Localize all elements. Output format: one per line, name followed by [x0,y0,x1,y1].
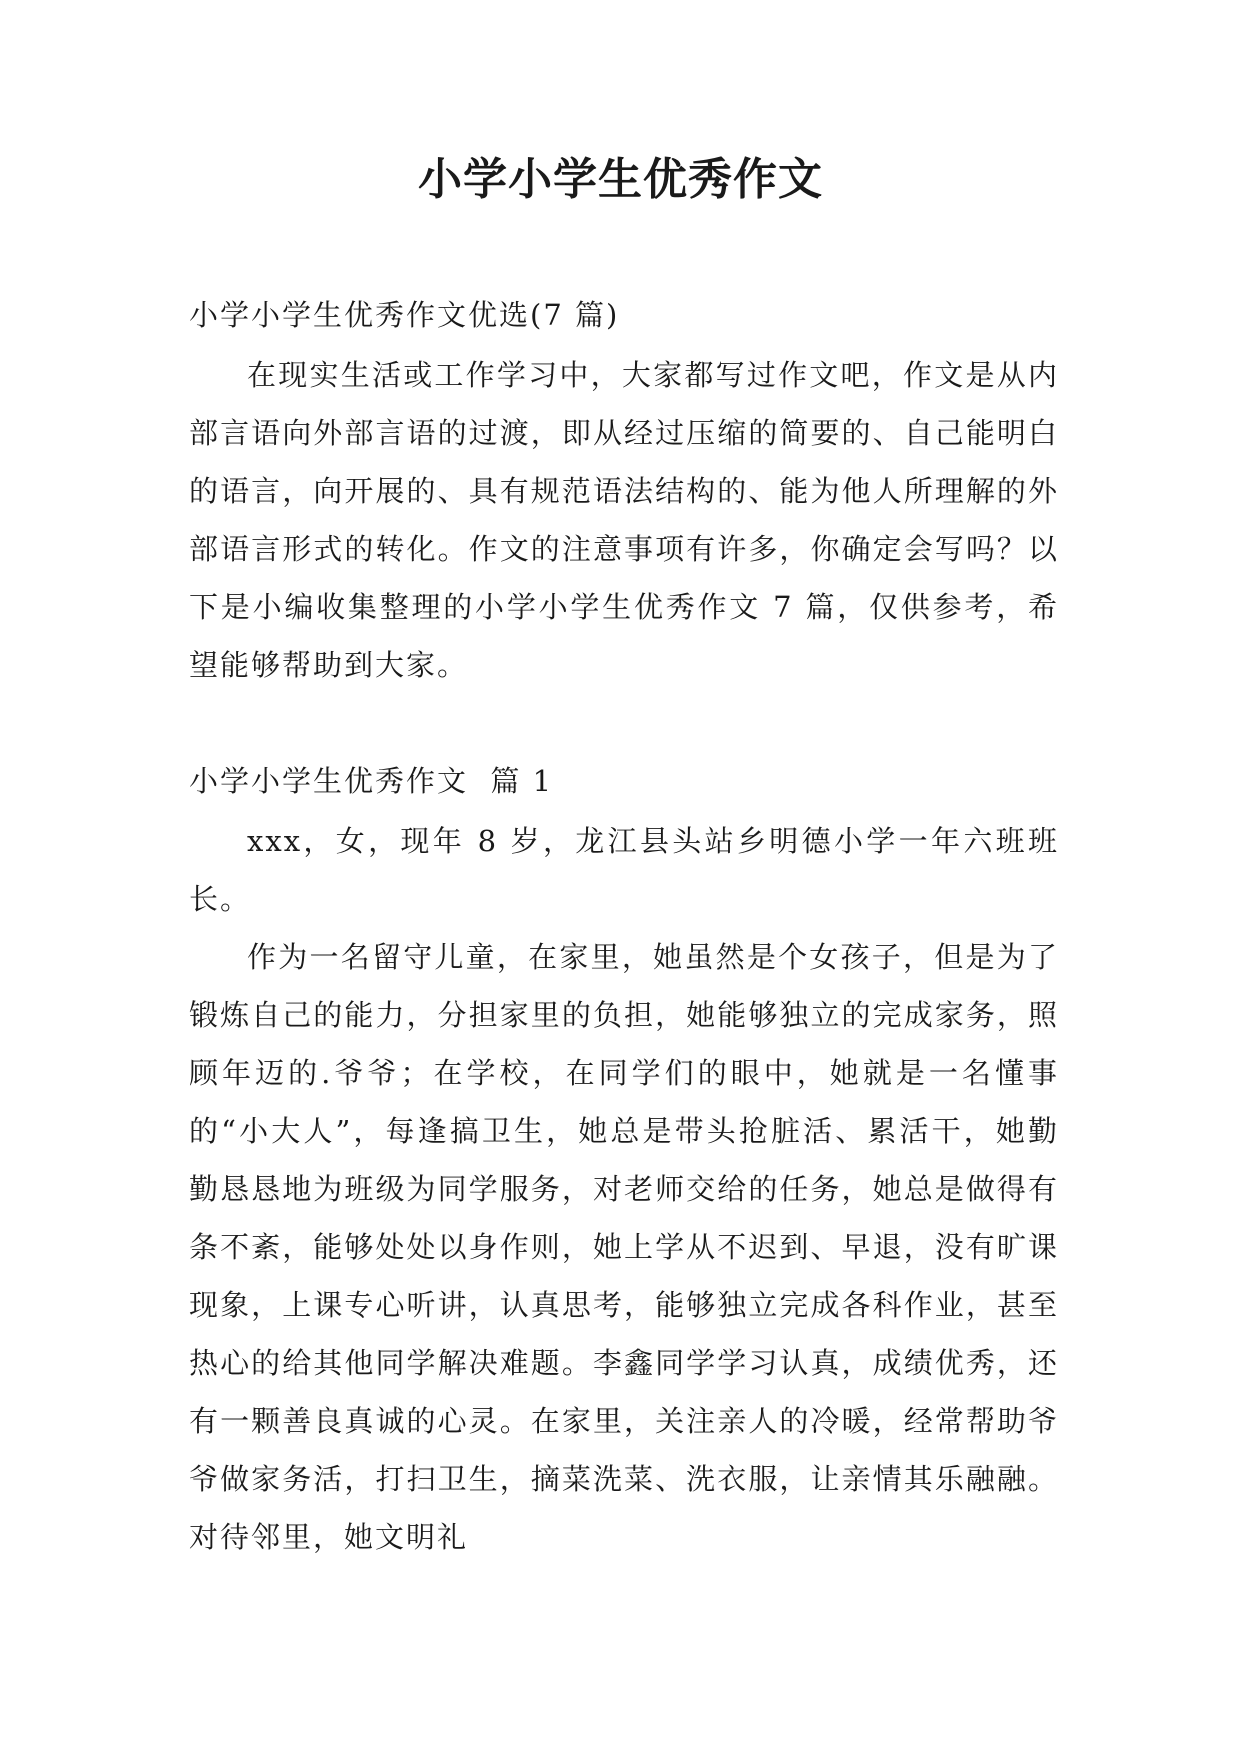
essay-block [189,812,1059,1566]
intro-block [189,346,1059,694]
essay-paragraph: 作为一名留守儿童，在家里，她虽然是个女孩子，但是为了锻炼自己的能力，分担家里的负担，她能够独立的完成家务，照顾年迈的.爷爷；在学校，在同学们的眼中，她就是一名懂事的“小大人”，每逢搞卫生，她总是带头抢脏活、累活干，她勤勤恳恳地为班级为同学服务，对老师交给的任务，她总是做得有条不紊，能够处处以身作则，她上学从不迟到、早退，没有旷课现象，上课专心听讲，认真思考，能够独立完成各科作业，甚至热心的给其他同学解决难题。李鑫同学学习认真，成绩优秀，还有一颗善良真诚的心灵。在家里，关注亲人的冷暖，经常帮助爷爷做家务活，打扫卫生，摘菜洗菜、洗衣服，让亲情其乐融融。对待邻里，她文明礼 [189,940,1059,1554]
section-heading: 小学小学生优秀作文 篇 1 [189,764,554,798]
intro-paragraph: 在现实生活或工作学习中，大家都写过作文吧，作文是从内部言语向外部言语的过渡，即从经过压缩的简要的、自己能明白的语言，向开展的、具有规范语法结构的、能为他人所理解的外部语言形式的转化。作文的注意事项有许多，你确定会写吗？以下是小编收集整理的小学小学生优秀作文 7 篇，仅供参考，希望能够帮助到大家。 [189,358,1059,682]
document-title: 小学小学生优秀作文 [418,154,823,205]
essay-paragraph: xxx，女，现年 8 岁，龙江县头站乡明德小学一年六班班长。 [189,824,1059,916]
document-subtitle: 小学小学生优秀作文优选(7 篇) [189,298,620,332]
